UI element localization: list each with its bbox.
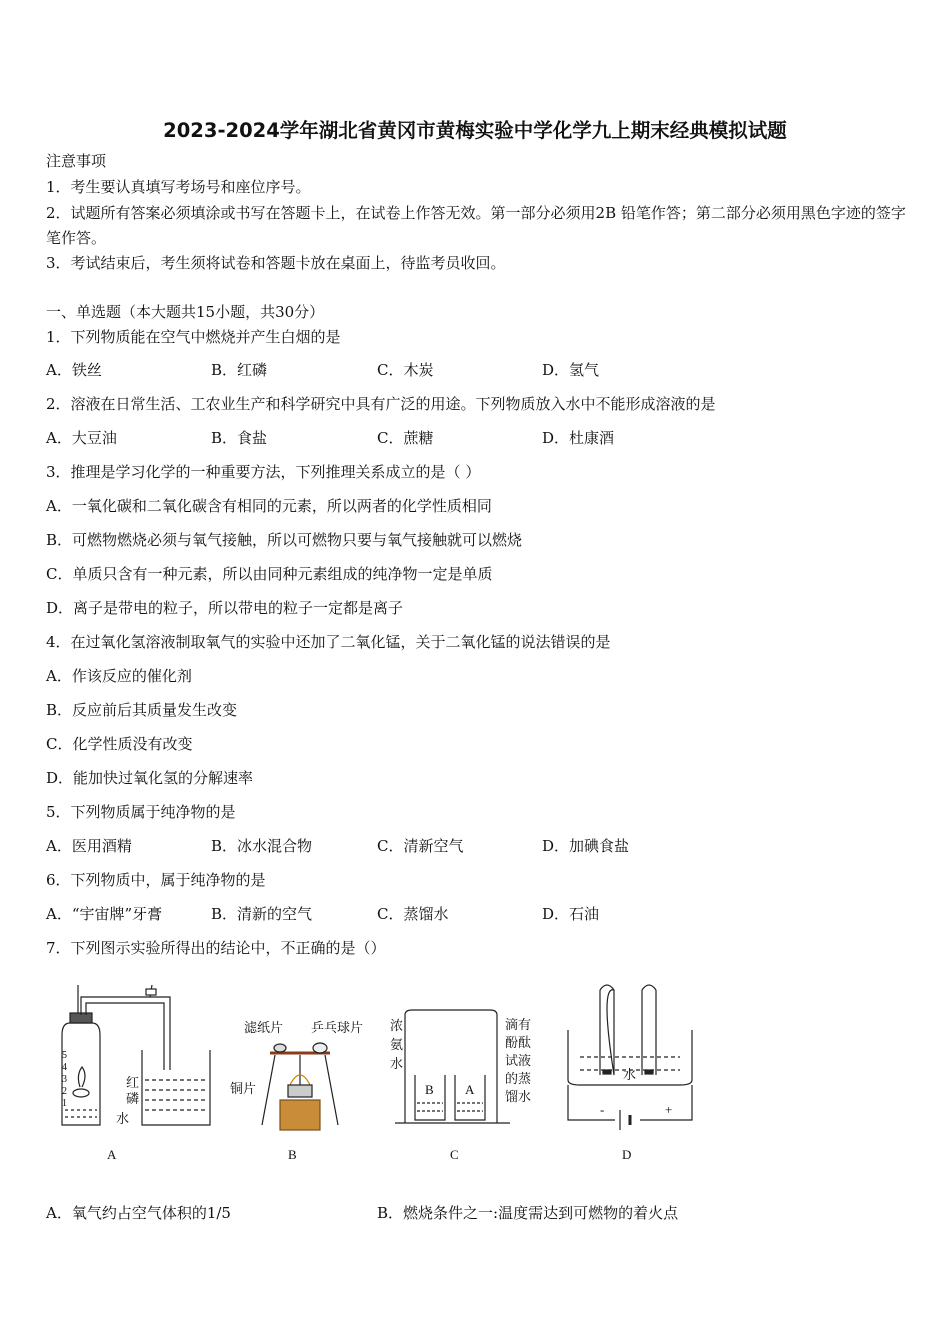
scale-mark: 4 [62, 1062, 67, 1073]
page-title: 2023-2024学年湖北省黄冈市黄梅实验中学化学九上期末经典模拟试题 [163, 119, 787, 142]
scale-mark: 3 [62, 1074, 67, 1085]
option[interactable]: B．食盐 [211, 429, 268, 447]
notice-item: 1．考生要认真填写考场号和座位序号。 [46, 178, 311, 196]
option[interactable]: C．化学性质没有改变 [46, 735, 193, 753]
label-water: 水 [116, 1111, 130, 1126]
label-filter-paper: 滤纸片 [244, 1020, 284, 1035]
label-phenolphthalein: 的蒸 [505, 1071, 532, 1086]
option[interactable]: A．氧气约占空气体积的1/5 [46, 1204, 231, 1222]
scale-mark: 1 [62, 1098, 67, 1109]
apparatus-b [262, 1043, 338, 1130]
label-phenolphthalein: 酚酞 [505, 1035, 532, 1050]
question-stem: 3．推理是学习化学的一种重要方法，下列推理关系成立的是（ ） [46, 463, 481, 481]
option[interactable]: D．能加快过氧化氢的分解速率 [46, 769, 254, 787]
label-red-phosphorus: 红 [126, 1075, 140, 1090]
question-stem: 2．溶液在日常生活、工农业生产和科学研究中具有广泛的用途。下列物质放入水中不能形成溶液的是 [46, 395, 716, 413]
beaker-label: B [425, 1082, 434, 1097]
option[interactable]: A．“宇宙牌”牙膏 [46, 905, 163, 923]
scale-mark: 2 [62, 1086, 67, 1097]
option[interactable]: B．可燃物燃烧必须与氧气接触，所以可燃物只要与氧气接触就可以燃烧 [46, 531, 523, 549]
option[interactable]: C．蔗糖 [377, 429, 434, 447]
notice-item: 2．试题所有答案必须填涂或书写在答题卡上，在试卷上作答无效。第一部分必须用2B 铅笔作答；第二部分必须用黑色字迹的签字笔作答。 [46, 204, 906, 247]
option[interactable]: A．铁丝 [46, 361, 102, 379]
label-water: 水 [623, 1067, 637, 1082]
panel-label-d: D [622, 1147, 632, 1162]
panel-label-c: C [450, 1147, 459, 1162]
label-red-phosphorus: 磷 [126, 1091, 140, 1106]
panel-label-a: A [107, 1147, 117, 1162]
section-heading: 一、单选题（本大题共15小题，共30分） [46, 303, 325, 321]
option[interactable]: D．氢气 [542, 361, 600, 379]
label-phenolphthalein: 馏水 [505, 1089, 532, 1104]
scale-mark: 5 [62, 1050, 67, 1061]
option[interactable]: A．大豆油 [46, 429, 117, 447]
beaker-label: A [465, 1082, 475, 1097]
apparatus-d [568, 985, 692, 1130]
option[interactable]: B．清新的空气 [211, 905, 313, 923]
label-positive: + [665, 1102, 673, 1117]
option[interactable]: D．石油 [542, 905, 600, 923]
panel-label-b: B [288, 1147, 297, 1162]
question-stem: 6．下列物质中，属于纯净物的是 [46, 871, 266, 889]
label-ammonia: 水 [390, 1056, 404, 1071]
option[interactable]: C．木炭 [377, 361, 434, 379]
notice-heading: 注意事项 [46, 152, 107, 170]
option[interactable]: D．加碘食盐 [542, 837, 630, 855]
option[interactable]: D．离子是带电的粒子，所以带电的粒子一定都是离子 [46, 599, 404, 617]
option[interactable]: C．蒸馏水 [377, 905, 449, 923]
option[interactable]: B．反应前后其质量发生改变 [46, 701, 238, 719]
notice-item: 3．考试结束后，考生须将试卷和答题卡放在桌面上，待监考员收回。 [46, 254, 506, 272]
question-stem: 4．在过氧化氢溶液制取氧气的实验中还加了二氧化锰，关于二氧化锰的说法错误的是 [46, 633, 611, 651]
option[interactable]: A．一氧化碳和二氧化碳含有相同的元素，所以两者的化学性质相同 [46, 497, 492, 515]
label-negative: - [600, 1102, 605, 1117]
option[interactable]: A．作该反应的催化剂 [46, 667, 192, 685]
question-stem: 5．下列物质属于纯净物的是 [46, 803, 236, 821]
option[interactable]: D．杜康酒 [542, 429, 615, 447]
question-stem: 1．下列物质能在空气中燃烧并产生白烟的是 [46, 328, 341, 346]
apparatus-c [395, 1010, 510, 1123]
option[interactable]: B．燃烧条件之一:温度需达到可燃物的着火点 [377, 1204, 679, 1222]
option[interactable]: B．红磷 [211, 361, 268, 379]
label-ammonia: 氨 [390, 1037, 404, 1052]
label-phenolphthalein: 试液 [505, 1053, 532, 1068]
label-ping-pong: 乒乓球片 [311, 1020, 364, 1035]
option[interactable]: C．单质只含有一种元素，所以由同种元素组成的纯净物一定是单质 [46, 565, 493, 583]
label-copper-plate: 铜片 [230, 1081, 257, 1096]
option[interactable]: A．医用酒精 [46, 837, 132, 855]
label-phenolphthalein: 滴有 [505, 1017, 532, 1032]
option[interactable]: C．清新空气 [377, 837, 464, 855]
option[interactable]: B．冰水混合物 [211, 837, 313, 855]
label-ammonia: 浓 [390, 1018, 404, 1033]
question-stem: 7．下列图示实验所得出的结论中，不正确的是（） [46, 939, 386, 957]
